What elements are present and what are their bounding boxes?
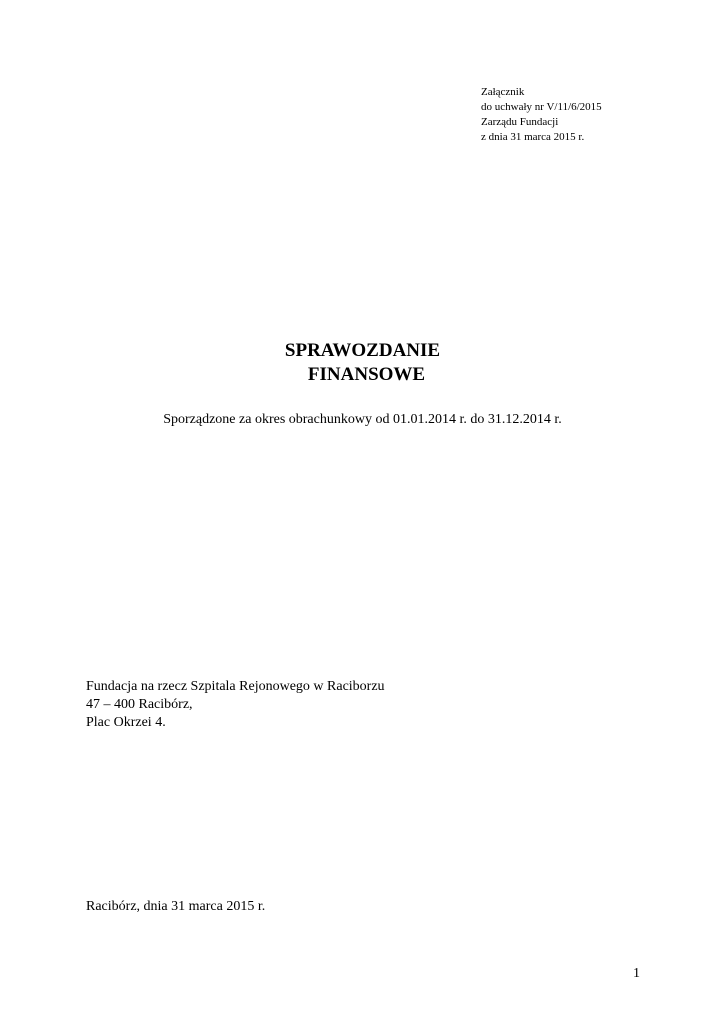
annex-label: Załącznik — [481, 86, 525, 98]
reporting-period: Sporządzone za okres obrachunkowy od 01.01.2014 r. do 31.12.2014 r. — [163, 412, 562, 427]
title-line-2: FINANSOWE — [307, 364, 426, 385]
street-address: Plac Okrzei 4. — [86, 715, 166, 730]
organization-name: Fundacja na rzecz Szpitala Rejonowego w Raciborzu — [86, 679, 385, 694]
page-number: 1 — [633, 966, 640, 981]
postal-code-city: 47 – 400 Racibórz, — [86, 697, 193, 712]
annex-note — [481, 85, 602, 145]
annex-resolution: do uchwały nr V/11/6/2015 — [481, 101, 602, 113]
annex-date: z dnia 31 marca 2015 r. — [481, 131, 585, 143]
document-title — [0, 339, 725, 387]
annex-board: Zarządu Fundacji — [481, 116, 559, 128]
organization-address — [86, 678, 385, 732]
title-line-1: SPRAWOZDANIE — [284, 340, 441, 361]
place-and-date: Racibórz, dnia 31 marca 2015 r. — [86, 899, 266, 914]
